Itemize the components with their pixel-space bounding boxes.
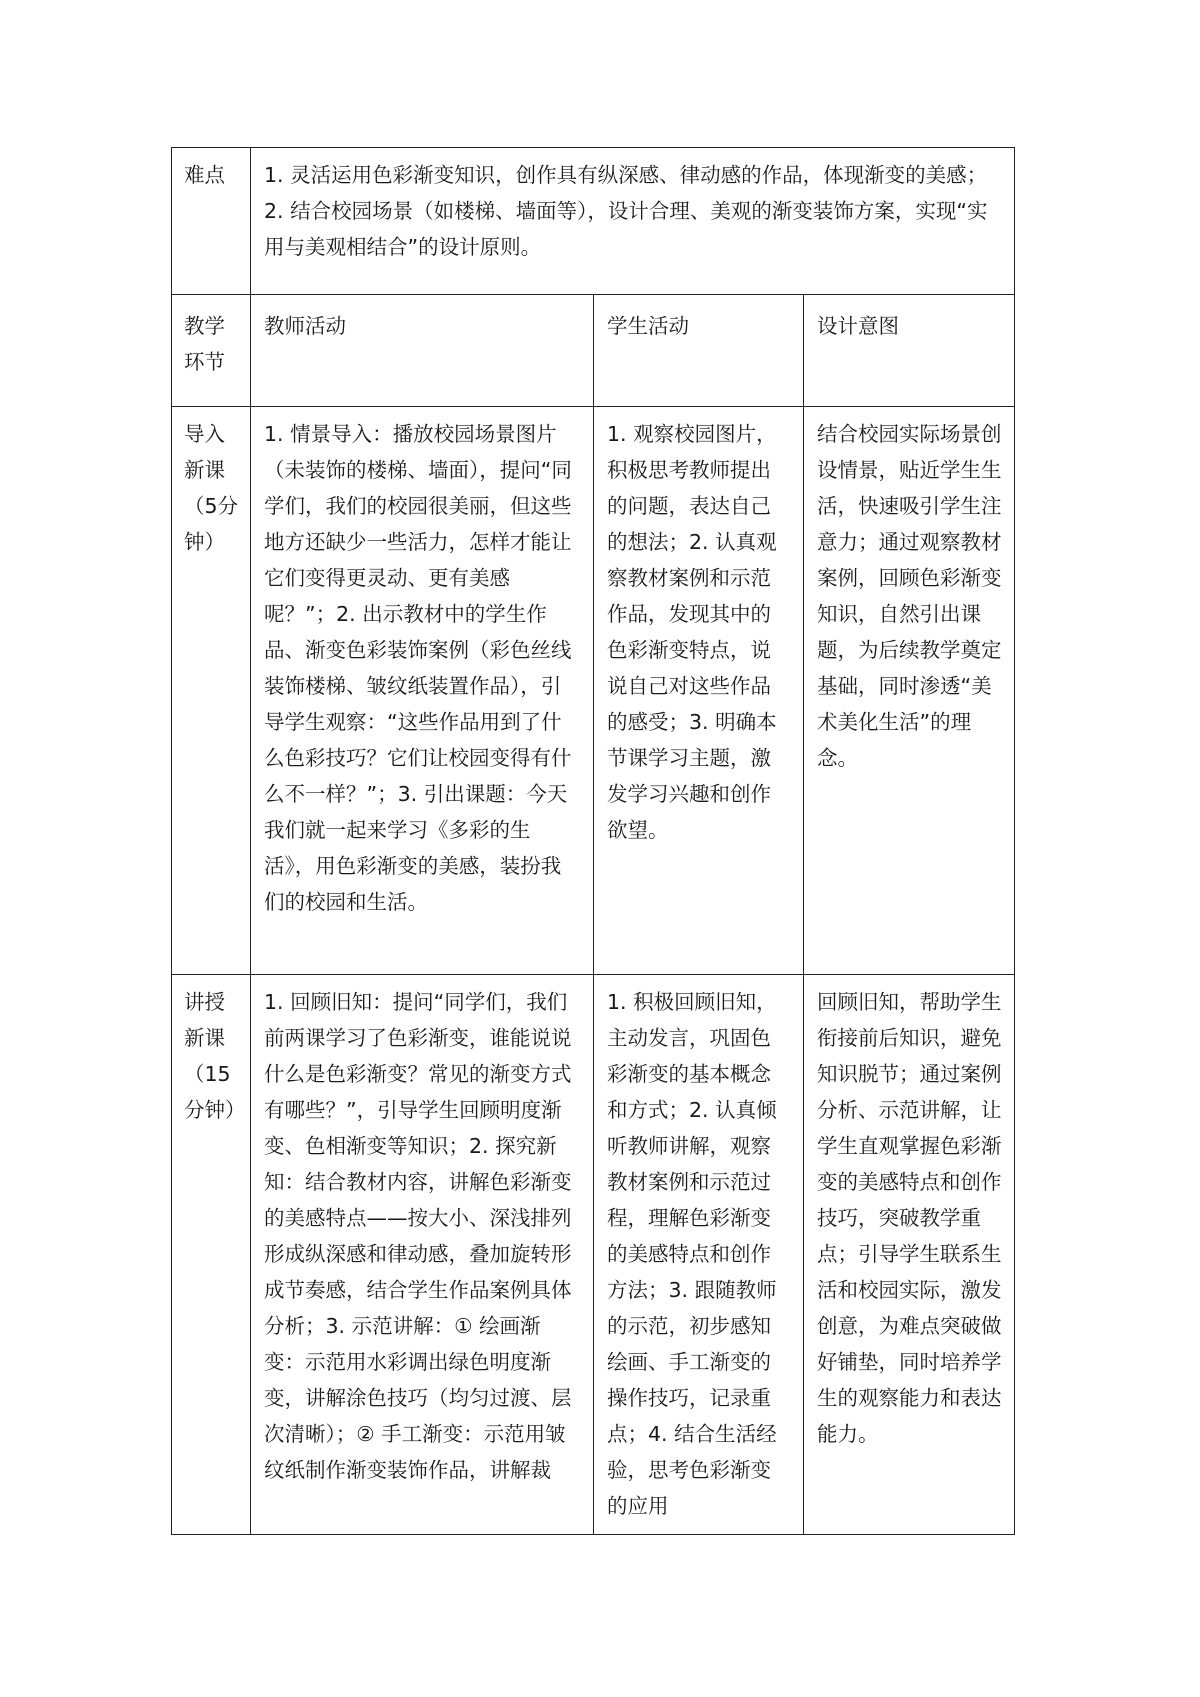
lesson-plan-table: [171, 147, 1015, 1535]
header-stage: 教学环节: [184, 314, 225, 374]
difficulty-content: 1. 灵活运用色彩渐变知识，创作具有纵深感、律动感的作品，体现渐变的美感；2. 结合校园场景（如楼梯、墙面等），设计合理、美观的渐变装饰方案，实现“实用与美观相结合”的设计原则。: [264, 163, 988, 259]
design-intent-text: 回顾旧知，帮助学生衔接前后知识，避免知识脱节；通过案例分析、示范讲解，让学生直观掌握色彩渐变的美感特点和创作技巧，突破教学重点；引导学生联系生活和校园实际，激发创意，为难点突破做好铺垫，同时培养学生的观察能力和表达能力。: [817, 990, 1002, 1446]
stage-text: 讲授新课（15分钟）: [184, 990, 246, 1122]
header-student: 学生活动: [607, 314, 689, 338]
teacher-activity-text: 1. 回顾旧知：提问“同学们，我们前两课学习了色彩渐变，谁能说说什么是色彩渐变？常见的渐变方式有哪些？”，引导学生回顾明度渐变、色相渐变等知识；2. 探究新知：结合教材内容，讲解色彩渐变的美感特点——按大小、深浅排列形成纵深感和律动感，叠加旋转形成节奏感，结合学生作品案例具体分析；3. 示范讲解：① 绘画渐变：示范用水彩调出绿色明度渐变，讲解涂色技巧（均匀过渡、层次清晰）；② 手工渐变：示范用皱纹纸制作渐变装饰作品，讲解裁: [264, 990, 572, 1482]
header-student-cell: [594, 295, 804, 407]
design-intent-cell: [804, 407, 1015, 975]
stage-text: 导入新课（5分钟）: [184, 422, 239, 554]
header-teacher-cell: [251, 295, 594, 407]
student-activity-text: 1. 观察校园图片，积极思考教师提出的问题，表达自己的想法；2. 认真观察教材案例和示范作品，发现其中的色彩渐变特点，说说自己对这些作品的感受；3. 明确本节课学习主题，激发学习兴趣和创作欲望。: [607, 422, 777, 842]
teacher-activity-text: 1. 情景导入：播放校园场景图片（未装饰的楼梯、墙面），提问“同学们，我们的校园很美丽，但这些地方还缺少一些活力，怎样才能让它们变得更灵动、更有美感呢？”；2. 出示教材中的学生作品、渐变色彩装饰案例（彩色丝线装饰楼梯、皱纹纸装置作品），引导学生观察：“这些作品用到了什么色彩技巧？它们让校园变得有什么不一样？”；3. 引出课题：今天我们就一起来学习《多彩的生活》，用色彩渐变的美感，装扮我们的校园和生活。: [264, 422, 572, 914]
design-intent-text: 结合校园实际场景创设情景，贴近学生生活，快速吸引学生注意力；通过观察教材案例，回顾色彩渐变知识，自然引出课题，为后续教学奠定基础，同时渗透“美术美化生活”的理念。: [817, 422, 1002, 770]
lesson-plan-page: [171, 147, 1014, 1535]
student-activity-text: 1. 积极回顾旧知，主动发言，巩固色彩渐变的基本概念和方式；2. 认真倾听教师讲解，观察教材案例和示范过程，理解色彩渐变的美感特点和创作方法；3. 跟随教师的示范，初步感知绘画、手工渐变的操作技巧，记录重点；4. 结合生活经验，思考色彩渐变的应用: [607, 990, 777, 1518]
header-teacher: 教师活动: [264, 314, 346, 338]
design-intent-cell: [804, 975, 1015, 1535]
difficulty-content-cell: [251, 148, 1015, 295]
teacher-activity-cell: [251, 407, 594, 975]
difficulty-label: 难点: [184, 163, 225, 187]
table-row: [172, 975, 1015, 1535]
header-intent-cell: [804, 295, 1015, 407]
difficulty-row: [172, 148, 1015, 295]
difficulty-label-cell: [172, 148, 251, 295]
teacher-activity-cell: [251, 975, 594, 1535]
stage-cell: [172, 975, 251, 1535]
header-intent: 设计意图: [817, 314, 899, 338]
header-stage-cell: [172, 295, 251, 407]
table-row: [172, 407, 1015, 975]
student-activity-cell: [594, 407, 804, 975]
student-activity-cell: [594, 975, 804, 1535]
table-header-row: [172, 295, 1015, 407]
stage-cell: [172, 407, 251, 975]
